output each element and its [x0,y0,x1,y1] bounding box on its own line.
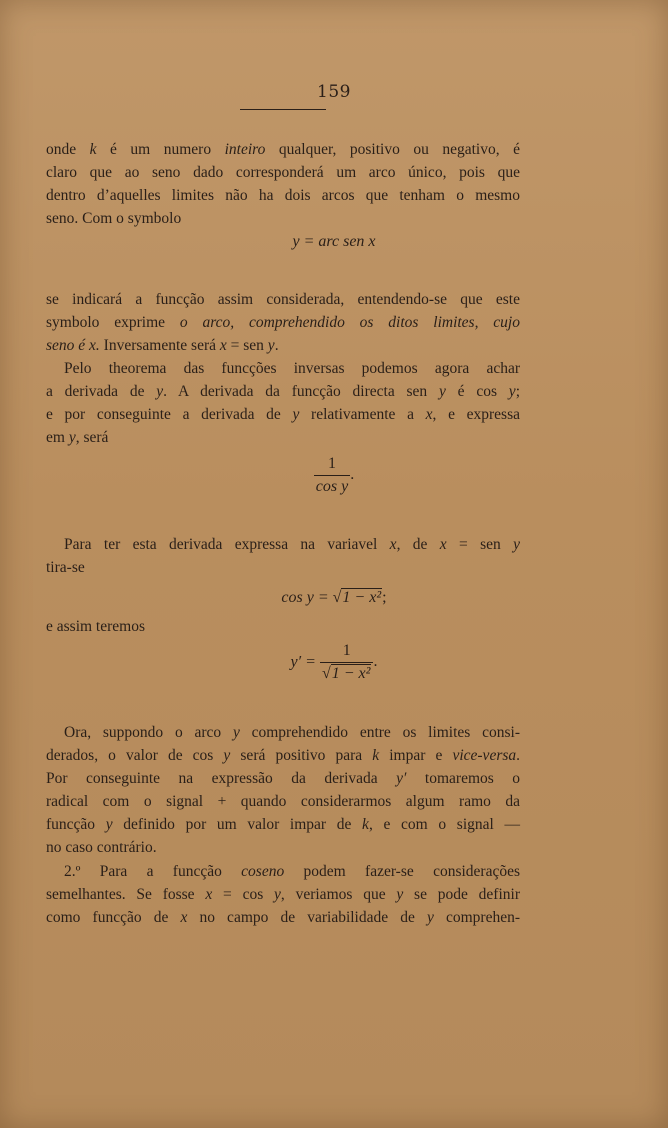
formula-arcsen: y = arc sen x [292,233,376,250]
text-line: dentro d’aquelles limites não ha dois arcos que tenham o mesmo [46,187,520,204]
fraction: $\frac{1}{\text{cos y}}$ [315,455,349,495]
text-line: tira-se [46,559,85,576]
text-line: derados, o valor de cos y será positivo para k impar e vice-versa. [46,747,521,764]
text-line: Para ter esta derivada expressa na variavel x, de x = sen y [64,536,520,553]
text-line: em y, será [46,429,109,446]
text-line: Pelo theorema das funcções inversas podemos agora achar [64,360,520,377]
paragraph-3 [46,357,520,449]
formula-derivative-1: $\frac{1}{\text{cos y}}$ . [315,455,355,495]
text-line: se indicará a funcção assim considerada, entendendo-se que este [46,291,520,308]
paragraph-5 [46,615,520,638]
paragraph-4 [46,533,520,579]
text-line: e assim teremos [46,618,146,635]
text-line: como funcção de x no campo de variabilidade de y comprehen- [46,909,521,926]
page-header [0,82,668,102]
radical: √1 − x² [332,589,382,606]
text-line: Por conseguinte na expressão da derivada y′ tomaremos o [46,770,521,787]
text-line: radical com o signal + quando considerarmos algum ramo da [46,793,520,810]
text-line: claro que ao seno dado corresponderá um arco único, pois que [46,164,520,181]
text-line: onde k é um numero inteiro qualquer, positivo ou negativo, é [46,141,520,158]
text-line: Ora, suppondo o arco y comprehendido entre os limites consi- [64,724,520,741]
paragraph-6 [46,721,520,859]
paragraph-2 [46,288,520,357]
fraction: $\frac{1}{\text{√1 − x²}}$ [320,642,373,683]
header-rule [240,109,326,110]
formula-cos: cos y = √1 − x²; [281,589,387,606]
text-line: no caso contrário. [46,839,157,856]
text-line: seno. Com o symbolo [46,210,182,227]
paragraph-7 [46,860,520,929]
text-line: e por conseguinte a derivada de y relativamente a x, e expressa [46,406,520,423]
text-line: 2.º Para a funcção coseno podem fazer-se considerações [64,863,521,880]
paragraph-1 [46,138,520,230]
text-line: funcção y definido por um valor impar de k, e com o signal — [46,816,520,833]
text-line: symbolo exprime o arco, comprehendido os ditos limites, cujo [46,314,520,331]
text-line: semelhantes. Se fosse x = cos y, veriamos que y se pode definir [46,886,520,903]
text-line: seno é x. Inversamente será x = sen y. [46,337,279,354]
page-number: 159 [317,82,351,102]
text-line: a derivada de y. A derivada da funcção directa sen y é cos y; [46,383,520,400]
formula-derivative-2: y′ = $\frac{1}{\text{√1 − x²}}$ . [290,642,378,682]
